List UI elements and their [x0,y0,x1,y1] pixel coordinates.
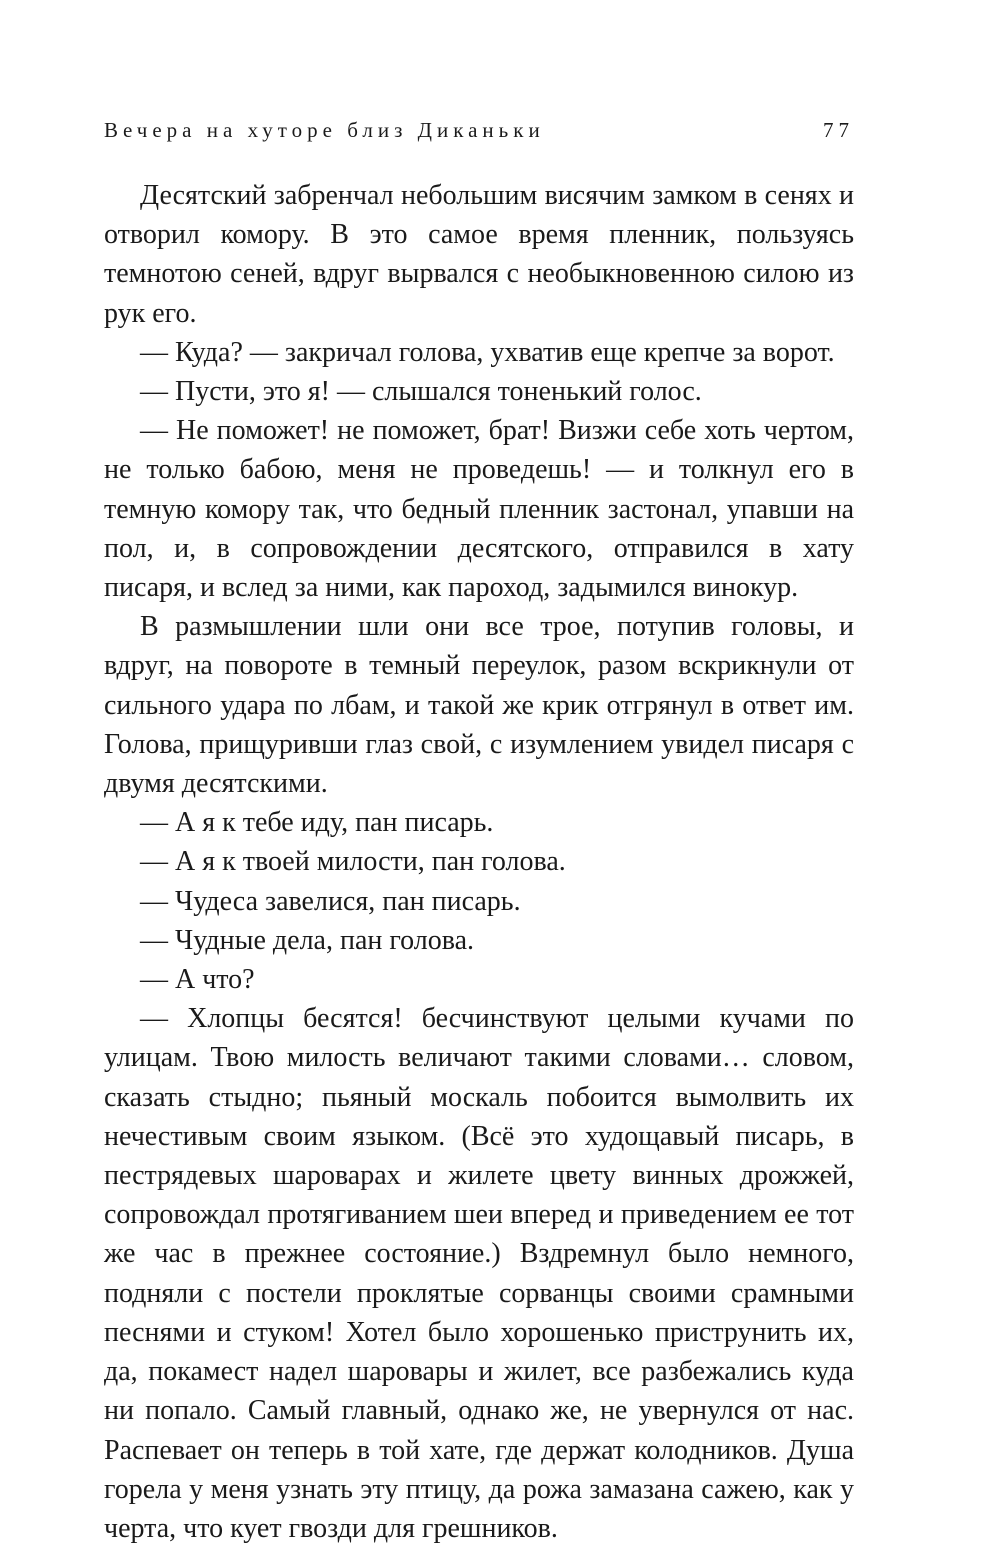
paragraph: — Пусти, это я! — слышался тоненький голос. [140,376,702,408]
paragraph: В размышлении шли они все трое, потупив головы, и вдруг, на повороте в темный переулок, разом вскрикнули от сильного удара по лбам, и такой же крик отгрянул в ответ им. Голова, прищуривши глаз свой, с изумлением увидел писаря с двумя десятскими. [104,611,854,800]
paragraph: — А я к тебе иду, пан писарь. [140,807,494,839]
paragraph: — Не поможет! не поможет, брат! Визжи себе хоть чертом, не только бабою, меня не проведешь! — и толкнул его в темную комору так, что бедный пленник застонал, упавши на пол, и, в сопровождении десятского, отправился в хату писаря, и вслед за ними, как пароход, задымился винокур. [104,415,854,604]
paragraph: — Чудные дела, пан голова. [140,924,475,956]
paragraph: Десятский забренчал небольшим висячим замком в сенях и отворил комору. В это самое время пленник, пользуясь темнотою сеней, вдруг вырвался с необыкновенною силою из рук его. [104,180,854,329]
paragraph: — Чудеса завелися, пан писарь. [140,885,521,917]
running-head [104,118,854,143]
page-number: 77 [823,118,854,142]
text-block [104,176,854,1548]
paragraph: — А я к твоей милости, пан голова. [140,846,566,878]
paragraph: — Куда? — закричал голова, ухватив еще крепче за ворот. [140,336,835,368]
paragraph: — Хлопцы бесятся! бесчинствуют целыми кучами по улицам. Твою милость величают такими словами… словом, сказать стыдно; пьяный москаль побоится вымолвить их нечестивым своим языком. (Всё это худощавый писарь, в пестрядевых шароварах и жилете цвету винных дрожжей, сопровождал протягиванием шеи вперед и приведением ее тот же час в прежнее состояние.) Вздремнул было немного, подняли с постели проклятые сорванцы своими срамными песнями и стуком! Хотел было хорошенько приструнить их, да, покамест надел шаровары и жилет, все разбежались куда ни попало. Самый главный, однако же, не увернулся от нас. Распевает он теперь в той хате, где держат колодников. Душа горела у меня узнать эту птицу, да рожа замазана сажею, как у черта, что кует гвозди для грешников. [104,1003,854,1544]
running-title: Вечера на хуторе близ Диканьки [104,118,545,142]
paragraph: — А что? [140,964,255,996]
